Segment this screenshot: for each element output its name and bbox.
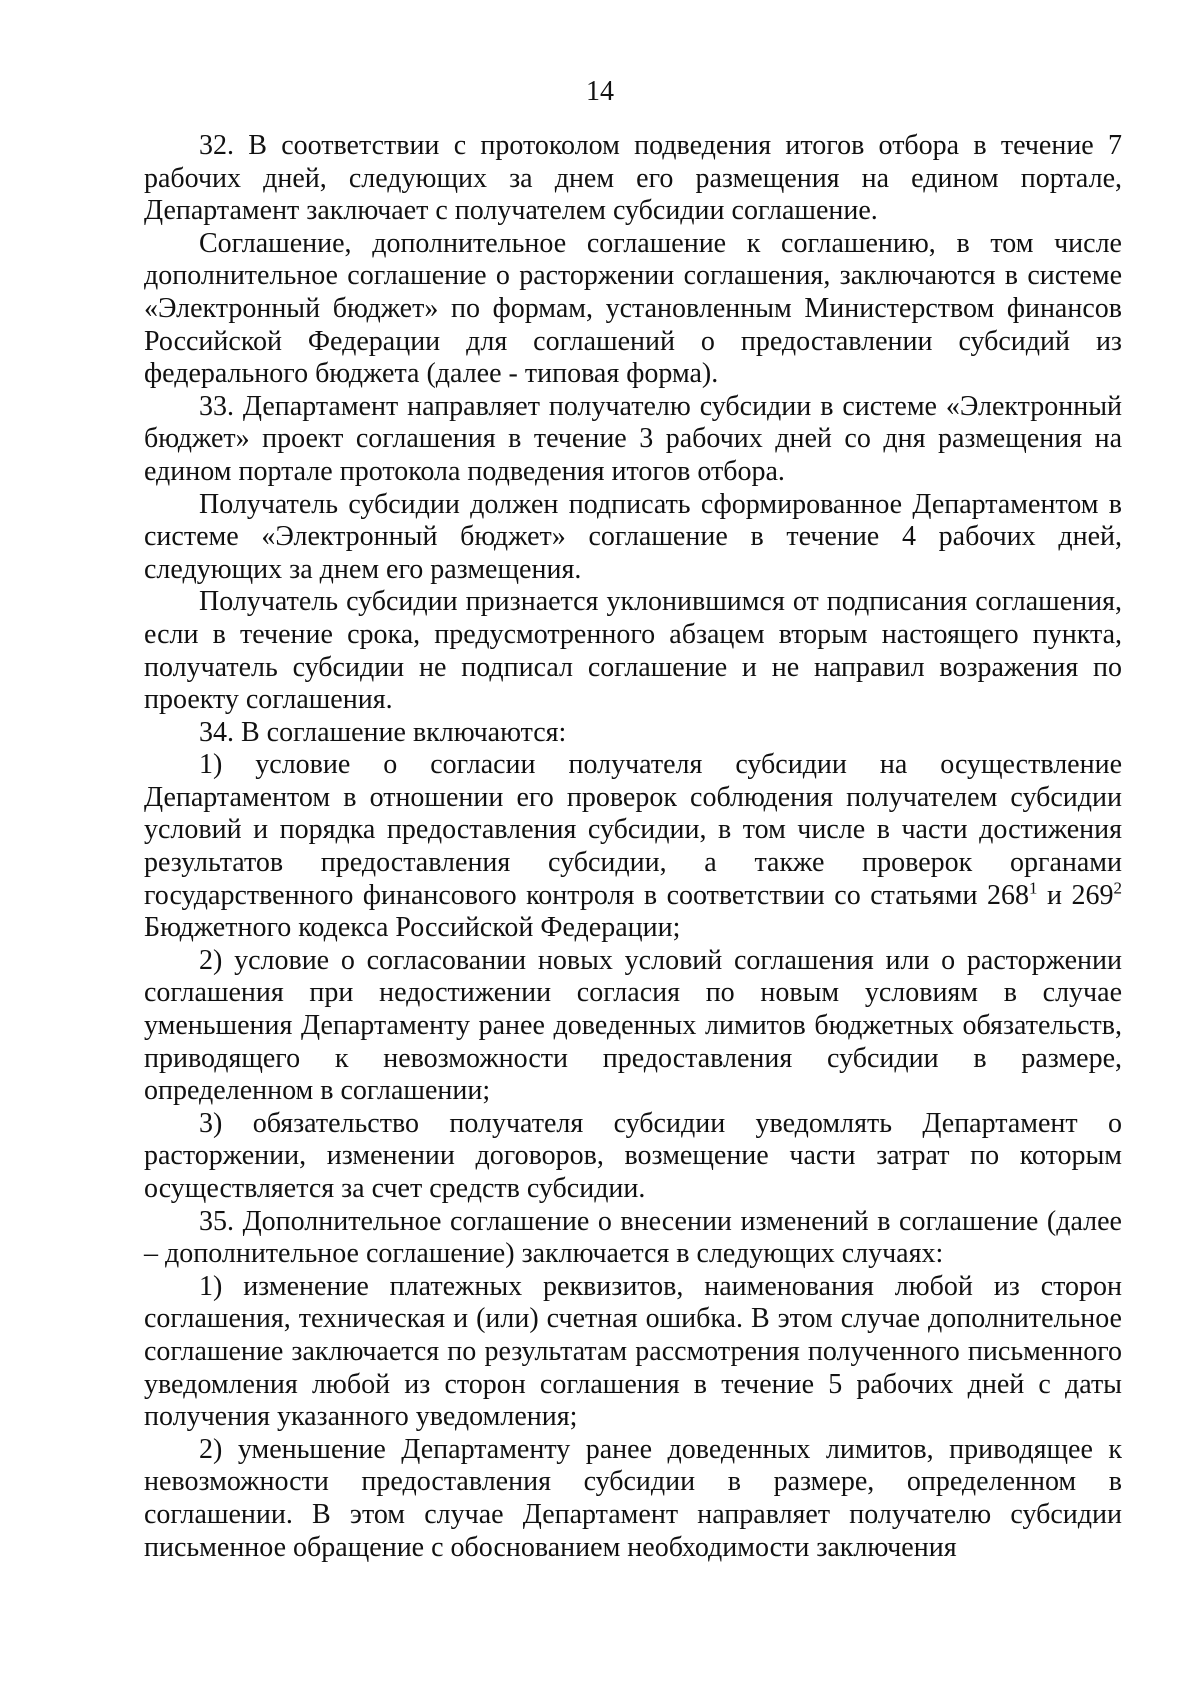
paragraph-35-item-2: 2) уменьшение Департаменту ранее доведенных лимитов, приводящее к невозможности предоставления субсидии в размере, определенном в соглашении. В этом случае Департамент направляет получателю субсидии письменное обращение с обоснованием необходимости заключения (144, 1433, 1122, 1563)
item-1-text-start: 1) условие о согласии получателя субсидии на осуществление Департаментом в отношении его проверок соблюдения получателем субсидии условий и порядка предоставления субсидии, в том числе в части достижения результатов предоставления субсидии, а также проверок органами государственного финансового контроля в соответствии со статьями (144, 749, 1122, 911)
paragraph-signing-deadline: Получатель субсидии должен подписать сформированное Департаментом в системе «Электронный бюджет» соглашение в течение 4 рабочих дней, следующих за днем его размещения. (144, 488, 1122, 585)
paragraph-34-item-3: 3) обязательство получателя субсидии уведомлять Департамент о расторжении, изменении договоров, возмещение части затрат по которым осуществляется за счет средств субсидии. (144, 1107, 1122, 1204)
paragraph-33: 33. Департамент направляет получателю субсидии в системе «Электронный бюджет» проект соглашения в течение 3 рабочих дней со дня размещения на едином портале протокола подведения итогов отбора. (144, 390, 1122, 487)
paragraph-32: 32. В соответствии с протоколом подведения итогов отбора в течение 7 рабочих дней, следующих за днем его размещения на едином портале, Департамент заключает с получателем субсидии соглашение. (144, 130, 1122, 227)
paragraph-34: 34. В соглашение включаются: (199, 716, 567, 748)
paragraph-evasion: Получатель субсидии признается уклонившимся от подписания соглашения, если в течение срока, предусмотренного абзацем вторым настоящего пункта, получатель субсидии не подписал соглашение и не направил возражения по проекту соглашения. (144, 586, 1122, 716)
page-number: 14 (586, 76, 614, 107)
paragraph-35: 35. Дополнительное соглашение о внесении изменений в соглашение (далее – дополнительное соглашение) заключается в следующих случаях: (144, 1205, 1122, 1270)
item-1-text-conjunction: и (1037, 879, 1072, 911)
article-ref-269: 269 (1071, 879, 1114, 911)
paragraph-34-item-1 (144, 749, 1122, 945)
article-ref-269-superscript: 2 (1113, 878, 1122, 898)
article-ref-268-superscript: 1 (1029, 878, 1038, 898)
paragraph-agreement-forms: Соглашение, дополнительное соглашение к соглашению, в том числе дополнительное соглашение о расторжении соглашения, заключаются в системе «Электронный бюджет» по формам, установленным Министерством финансов Российской Федерации для соглашений о предоставлении субсидий из федерального бюджета (далее - типовая форма). (144, 227, 1122, 390)
paragraph-34-item-2: 2) условие о согласовании новых условий соглашения или о расторжении соглашения при недостижении согласия по новым условиям в случае уменьшения Департаменту ранее доведенных лимитов бюджетных обязательств, приводящего к невозможности предоставления субсидии в размере, определенном в соглашении; (144, 944, 1122, 1107)
article-ref-268: 268 (987, 879, 1030, 911)
item-1-text-end: Бюджетного кодекса Российской Федерации; (144, 912, 681, 944)
paragraph-35-item-1: 1) изменение платежных реквизитов, наименования любой из сторон соглашения, техническая и (или) счетная ошибка. В этом случае дополнительное соглашение заключается по результатам рассмотрения полученного письменного уведомления любой из сторон соглашения в течение 5 рабочих дней с даты получения указанного уведомления; (144, 1270, 1122, 1433)
document-body (144, 130, 1122, 1564)
